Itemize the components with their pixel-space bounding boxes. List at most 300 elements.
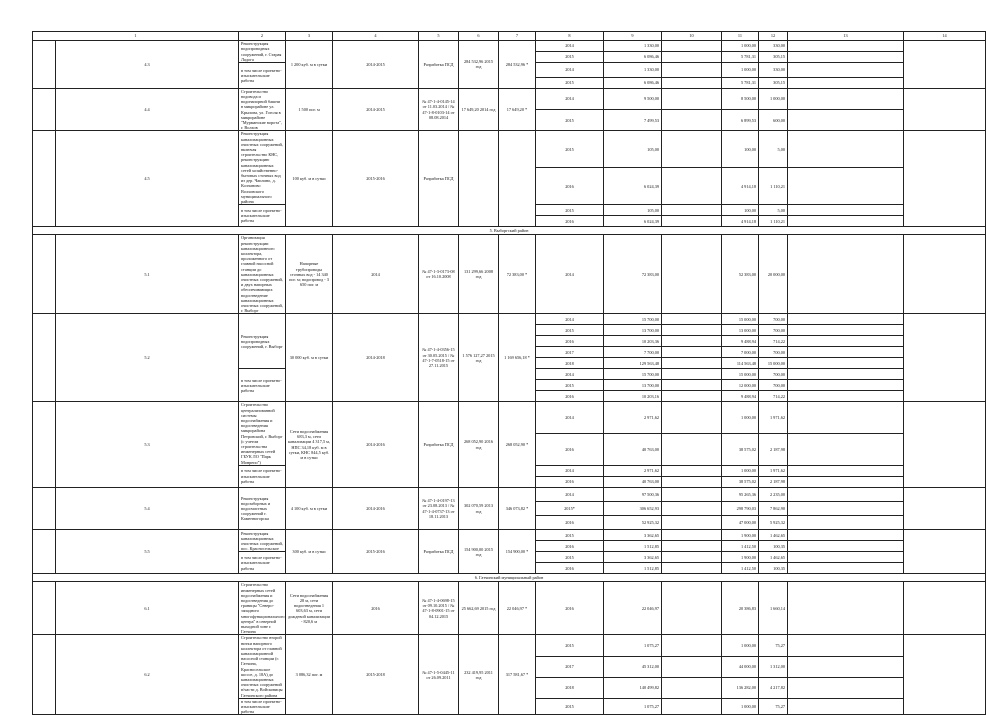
year-cell: 2015 xyxy=(536,325,604,336)
section-row xyxy=(33,227,986,235)
column-number-11: 11 xyxy=(722,32,759,41)
period-cell: 2015-2016 xyxy=(333,530,419,574)
section-title: 6. Гатчинский муниципальный район xyxy=(33,574,986,582)
amount-regional-cell: 12 000,00 xyxy=(722,380,759,391)
year-cell: 2014 xyxy=(536,63,604,78)
section-row xyxy=(33,574,986,582)
amount-federal-cell xyxy=(662,635,722,656)
item-number: 5.1 xyxy=(56,235,239,314)
subtotal-label: в том числе проектно-изыскательские работы xyxy=(239,552,286,574)
amount-total-cell: 2 971,62 xyxy=(604,465,662,476)
year-cell: 2015 xyxy=(536,52,604,63)
capacity-cell: 300 куб. м в сутки xyxy=(286,530,333,574)
amount-federal-cell xyxy=(662,563,722,574)
amount-regional-cell: 114 563,48 xyxy=(722,358,759,369)
amount-local-cell: 100,35 xyxy=(759,563,788,574)
total-cost-cell: 17 649,20 * xyxy=(499,88,536,131)
expertise-doc-cell: № 47-1-4-0197-13 от 23.08.2013 / № 47-1-4-0737-13 от 18.11.2013 xyxy=(419,487,459,530)
amount-regional-cell: 52 383,00 xyxy=(722,235,759,314)
column-number-4: 4 xyxy=(333,32,419,41)
column-number-10: 10 xyxy=(662,32,722,41)
amount-other-cell xyxy=(788,487,904,501)
amount-federal-cell xyxy=(662,380,722,391)
amount-other-cell xyxy=(788,131,904,168)
amount-local-cell: 700,00 xyxy=(759,380,788,391)
amount-total-cell: 1 330,00 xyxy=(604,63,662,78)
spare-cell xyxy=(904,635,986,715)
amount-local-cell: 1 462,65 xyxy=(759,552,788,563)
period-cell: 2014 xyxy=(333,235,419,314)
column-number-1: 1 xyxy=(33,32,239,41)
amount-federal-cell xyxy=(662,434,722,466)
expertise-doc-cell: № 47-1-4-0356-15 от 30.05.2015 / № 47-1-7-0518-15 от 27.11.2015 xyxy=(419,314,459,402)
amount-federal-cell xyxy=(662,582,722,635)
amount-regional-cell: 8 500,00 xyxy=(722,88,759,109)
amount-regional-cell: 1 000,00 xyxy=(722,41,759,52)
column-number-row xyxy=(33,32,986,41)
amount-other-cell xyxy=(788,52,904,63)
amount-other-cell xyxy=(788,434,904,466)
amount-total-cell: 13 700,00 xyxy=(604,380,662,391)
amount-total-cell: 72 383,00 xyxy=(604,235,662,314)
year-cell: 2015 xyxy=(536,77,604,88)
amount-regional-cell: 1 000,00 xyxy=(722,465,759,476)
amount-local-cell: 1 000,00 xyxy=(759,88,788,109)
amount-other-cell xyxy=(788,358,904,369)
period-cell: 2016 xyxy=(333,582,419,635)
amount-total-cell: 1 330,00 xyxy=(604,41,662,52)
amount-federal-cell xyxy=(662,476,722,487)
expertise-doc-cell: № 47-1-5-0445-11 от 26.09.2011 xyxy=(419,635,459,715)
amount-federal-cell xyxy=(662,698,722,715)
year-cell: 2018 xyxy=(536,677,604,698)
amount-other-cell xyxy=(788,63,904,78)
subtotal-label: в том числе проектно-изыскательские работы xyxy=(239,205,286,227)
amount-federal-cell xyxy=(662,325,722,336)
total-cost-cell: 346 073,82 * xyxy=(499,487,536,530)
year-cell: 2016 xyxy=(536,336,604,347)
year-cell: 2015* xyxy=(536,501,604,515)
spare-cell xyxy=(904,41,986,89)
amount-other-cell xyxy=(788,516,904,530)
amount-total-cell: 105,00 xyxy=(604,205,662,216)
amount-local-cell: 330,00 xyxy=(759,63,788,78)
amount-federal-cell xyxy=(662,369,722,380)
amount-other-cell xyxy=(788,336,904,347)
amount-federal-cell xyxy=(662,216,722,227)
year-cell: 2015 xyxy=(536,635,604,656)
amount-regional-cell: 1 000,00 xyxy=(722,63,759,78)
total-cost-cell: 284 532,96 * xyxy=(499,41,536,89)
amount-federal-cell xyxy=(662,552,722,563)
estimate-cell: 154 900,00 2015 год xyxy=(459,530,499,574)
year-cell: 2015 xyxy=(536,380,604,391)
amount-other-cell xyxy=(788,314,904,325)
amount-total-cell: 97 500,36 xyxy=(604,487,662,501)
year-cell: 2014 xyxy=(536,41,604,52)
total-cost-cell: 1 169 656,18 * xyxy=(499,314,536,402)
spare-cell xyxy=(904,88,986,131)
amount-other-cell xyxy=(788,41,904,52)
total-cost-cell: 317 581,67 * xyxy=(499,635,536,715)
amount-federal-cell xyxy=(662,677,722,698)
amount-other-cell xyxy=(788,205,904,216)
capacity-cell: 1 200 куб. м в сутки xyxy=(286,41,333,89)
amount-total-cell: 15 700,00 xyxy=(604,369,662,380)
object-name: Реконструкция водозаборных и водоочистных сооружений г. Каменногорска xyxy=(239,487,286,530)
amount-local-cell: 305,15 xyxy=(759,52,788,63)
year-cell: 2014 xyxy=(536,314,604,325)
margin-cell xyxy=(33,88,56,131)
column-number-8: 8 xyxy=(536,32,604,41)
expertise-doc-cell: Разработка ПСД xyxy=(419,41,459,89)
year-cell: 2017 xyxy=(536,347,604,358)
amount-regional-cell: 44 000,00 xyxy=(722,656,759,677)
amount-federal-cell xyxy=(662,314,722,325)
amount-federal-cell xyxy=(662,501,722,515)
year-cell: 2015 xyxy=(536,530,604,541)
margin-cell xyxy=(33,582,56,635)
object-name: Реконструкция канализационных очистных сооружений, включая строительство КНС, реконструкцию канализационных сетей хозяйственно-бытовых сточных вод из дер. Чаплино, д. Колчаново Волховского муниципального района xyxy=(239,131,286,205)
amount-federal-cell xyxy=(662,402,722,434)
period-cell: 2014-2018 xyxy=(333,314,419,402)
period-cell: 2014-2016 xyxy=(333,487,419,530)
margin-cell xyxy=(33,235,56,314)
year-cell: 2015 xyxy=(536,552,604,563)
amount-local-cell: 1 312,00 xyxy=(759,656,788,677)
amount-other-cell xyxy=(788,698,904,715)
amount-regional-cell: 15 000,00 xyxy=(722,314,759,325)
estimate-cell: 268 052,90 2016 год xyxy=(459,402,499,487)
year-cell: 2016 xyxy=(536,582,604,635)
estimate-cell: 25 662,69 2015 год xyxy=(459,582,499,635)
amount-total-cell: 1 512,85 xyxy=(604,541,662,552)
column-number-7: 7 xyxy=(499,32,536,41)
amount-regional-cell: 38 575,02 xyxy=(722,476,759,487)
amount-regional-cell: 4 914,18 xyxy=(722,216,759,227)
amount-total-cell: 2 971,62 xyxy=(604,402,662,434)
table-row xyxy=(33,131,986,168)
amount-other-cell xyxy=(788,216,904,227)
amount-other-cell xyxy=(788,552,904,563)
item-number: 4.4 xyxy=(56,88,239,131)
amount-regional-cell: 298 790,03 xyxy=(722,501,759,515)
amount-total-cell: 140 499,82 xyxy=(604,677,662,698)
amount-total-cell: 6 086,46 xyxy=(604,77,662,88)
object-name: Строительство централизованной системы водоснабжения и водоотведения микрорайона Петровский, г. Выборг (с учетом строительства инженерных сетей ГБУК ЛО "Парк Монрепо") xyxy=(239,402,286,465)
amount-total-cell: 1 075,27 xyxy=(604,635,662,656)
amount-other-cell xyxy=(788,465,904,476)
amount-other-cell xyxy=(788,391,904,402)
amount-local-cell: 75,27 xyxy=(759,698,788,715)
capacity-cell: 3 086,32 пог. м xyxy=(286,635,333,715)
amount-other-cell xyxy=(788,677,904,698)
amount-other-cell xyxy=(788,77,904,88)
amount-federal-cell xyxy=(662,168,722,205)
column-number-2: 2 xyxy=(239,32,286,41)
amount-federal-cell xyxy=(662,465,722,476)
amount-local-cell: 5 925,32 xyxy=(759,516,788,530)
object-name: Реконструкция водопроводных сооружений, г. Старая Ладога xyxy=(239,41,286,63)
year-cell: 2014 xyxy=(536,465,604,476)
expertise-doc-cell: № 47-1-4-0145-14 от 11.03.2014 / № 47-1-8-0103-14 от 08.08.2014 xyxy=(419,88,459,131)
amount-total-cell: 7 499,53 xyxy=(604,110,662,131)
amount-regional-cell: 15 000,00 xyxy=(722,369,759,380)
table-row xyxy=(33,88,986,109)
amount-local-cell: 2 235,00 xyxy=(759,487,788,501)
margin-cell xyxy=(33,41,56,89)
amount-total-cell: 22 046,97 xyxy=(604,582,662,635)
amount-local-cell: 700,00 xyxy=(759,314,788,325)
subtotal-label: в том числе проектно-изыскательские работы xyxy=(239,465,286,487)
amount-other-cell xyxy=(788,369,904,380)
amount-local-cell: 5,00 xyxy=(759,205,788,216)
period-cell: 2015-2016 xyxy=(333,131,419,227)
item-number: 4.3 xyxy=(56,41,239,89)
total-cost-cell: 268 052,90 * xyxy=(499,402,536,487)
amount-federal-cell xyxy=(662,110,722,131)
spare-cell xyxy=(904,530,986,574)
amount-total-cell: 40 763,00 xyxy=(604,434,662,466)
column-number-5: 5 xyxy=(419,32,459,41)
year-cell: 2017 xyxy=(536,656,604,677)
item-number: 5.2 xyxy=(56,314,239,402)
amount-regional-cell: 6 899,53 xyxy=(722,110,759,131)
amount-local-cell: 1 660,14 xyxy=(759,582,788,635)
amount-local-cell: 15 000,00 xyxy=(759,358,788,369)
amount-regional-cell: 20 386,83 xyxy=(722,582,759,635)
estimate-cell: 1 576 127,27 2015 год xyxy=(459,314,499,402)
margin-cell xyxy=(33,314,56,402)
spare-cell xyxy=(904,582,986,635)
amount-total-cell: 105,00 xyxy=(604,131,662,168)
amount-other-cell xyxy=(788,347,904,358)
object-name: Строительство второй нитки напорного коллектора от главной канализационной насосной станции (г. Гатчина, Красносельское шоссе, д. 18А) до канализационных очистных сооружений в/части д. Войсковицы Гатчинского района xyxy=(239,635,286,698)
amount-federal-cell xyxy=(662,235,722,314)
year-cell: 2016 xyxy=(536,391,604,402)
amount-total-cell: 10 203,16 xyxy=(604,391,662,402)
amount-regional-cell: 5 781,31 xyxy=(722,77,759,88)
amount-regional-cell: 1 000,00 xyxy=(722,635,759,656)
object-name: Строительство инженерных сетей водоснабжения и водоотведения до границы "Северо-западного многофункционального центра" в северной выходной зоне г. Гатчина xyxy=(239,582,286,635)
amount-regional-cell: 100,00 xyxy=(722,205,759,216)
estimate-cell xyxy=(459,131,499,227)
amount-other-cell xyxy=(788,476,904,487)
expertise-doc-cell: № 47-1-3-0173-08 от 16.10.2008 xyxy=(419,235,459,314)
table-row xyxy=(33,582,986,635)
amount-total-cell: 129 563,48 xyxy=(604,358,662,369)
year-cell: 2015 xyxy=(536,698,604,715)
margin-cell xyxy=(33,402,56,487)
amount-regional-cell: 5 781,31 xyxy=(722,52,759,63)
amount-other-cell xyxy=(788,380,904,391)
amount-other-cell xyxy=(788,88,904,109)
amount-regional-cell: 1 900,00 xyxy=(722,552,759,563)
amount-federal-cell xyxy=(662,347,722,358)
period-cell: 2015-2018 xyxy=(333,635,419,715)
investment-program-table xyxy=(32,31,986,715)
period-cell: 2014-2016 xyxy=(333,402,419,487)
spare-cell xyxy=(904,235,986,314)
item-number: 6.2 xyxy=(56,635,239,715)
amount-federal-cell xyxy=(662,391,722,402)
table-row xyxy=(33,530,986,541)
estimate-cell: 131 299,66 2008 год xyxy=(459,235,499,314)
year-cell: 2016 xyxy=(536,516,604,530)
table-row xyxy=(33,41,986,52)
margin-cell xyxy=(33,635,56,715)
amount-local-cell: 1 462,65 xyxy=(759,530,788,541)
year-cell: 2014 xyxy=(536,402,604,434)
column-number-14: 14 xyxy=(904,32,986,41)
amount-local-cell: 20 000,00 xyxy=(759,235,788,314)
margin-cell xyxy=(33,530,56,574)
amount-local-cell: 2 187,98 xyxy=(759,434,788,466)
amount-federal-cell xyxy=(662,487,722,501)
amount-regional-cell: 100,00 xyxy=(722,131,759,168)
table-row xyxy=(33,235,986,314)
spare-cell xyxy=(904,487,986,530)
year-cell: 2016 xyxy=(536,541,604,552)
amount-federal-cell xyxy=(662,205,722,216)
capacity-cell: 100 куб. м в сутки xyxy=(286,131,333,227)
amount-total-cell: 10 203,36 xyxy=(604,336,662,347)
amount-local-cell: 330,00 xyxy=(759,41,788,52)
amount-other-cell xyxy=(788,656,904,677)
amount-total-cell: 40 763,00 xyxy=(604,476,662,487)
total-cost-cell: 22 046,97 * xyxy=(499,582,536,635)
amount-other-cell xyxy=(788,635,904,656)
object-name: Реконструкция водопроводных сооружений, г. Выборг xyxy=(239,314,286,369)
amount-regional-cell: 1 412,50 xyxy=(722,541,759,552)
year-cell: 2016 xyxy=(536,563,604,574)
amount-local-cell: 714,22 xyxy=(759,391,788,402)
year-cell: 2015 xyxy=(536,110,604,131)
capacity-cell: Сети водоснабжения 683,3 м, сети канализации 4 317,5 м, НПС 34,18 куб. м в сутки, КНС 844,5 куб. м в сутки xyxy=(286,402,333,487)
item-number: 5.4 xyxy=(56,487,239,530)
amount-regional-cell: 136 282,00 xyxy=(722,677,759,698)
spare-cell xyxy=(904,131,986,227)
capacity-cell: 4 100 куб. м в сутки xyxy=(286,487,333,530)
amount-total-cell: 1 512,85 xyxy=(604,563,662,574)
amount-local-cell: 700,00 xyxy=(759,347,788,358)
amount-federal-cell xyxy=(662,41,722,52)
amount-total-cell: 6 024,39 xyxy=(604,216,662,227)
item-number: 5.5 xyxy=(56,530,239,574)
margin-cell xyxy=(33,487,56,530)
amount-total-cell: 6 086,46 xyxy=(604,52,662,63)
estimate-cell: 284 532,96 2015 год xyxy=(459,41,499,89)
amount-federal-cell xyxy=(662,77,722,88)
object-name: Реконструкция канализационных очистных сооружений, пос. Красносельское xyxy=(239,530,286,552)
amount-local-cell: 75,27 xyxy=(759,635,788,656)
amount-local-cell: 700,00 xyxy=(759,369,788,380)
amount-regional-cell: 7 000,00 xyxy=(722,347,759,358)
amount-federal-cell xyxy=(662,63,722,78)
amount-total-cell: 1 075,27 xyxy=(604,698,662,715)
spare-cell xyxy=(904,314,986,402)
period-cell: 2014-2015 xyxy=(333,41,419,89)
amount-regional-cell: 13 000,00 xyxy=(722,325,759,336)
amount-local-cell: 4 217,82 xyxy=(759,677,788,698)
total-cost-cell xyxy=(499,131,536,227)
amount-federal-cell xyxy=(662,52,722,63)
amount-federal-cell xyxy=(662,336,722,347)
column-number-3: 3 xyxy=(286,32,333,41)
amount-local-cell: 1 971,62 xyxy=(759,402,788,434)
amount-regional-cell: 47 000,00 xyxy=(722,516,759,530)
estimate-cell: 17 649,20 2014 год xyxy=(459,88,499,131)
section-title: 5. Выборгский район xyxy=(33,227,986,235)
amount-federal-cell xyxy=(662,88,722,109)
amount-local-cell: 5,00 xyxy=(759,131,788,168)
year-cell: 2014 xyxy=(536,369,604,380)
amount-total-cell: 15 700,00 xyxy=(604,314,662,325)
amount-total-cell: 3 362,65 xyxy=(604,530,662,541)
amount-other-cell xyxy=(788,530,904,541)
amount-other-cell xyxy=(788,541,904,552)
amount-local-cell: 1 971,62 xyxy=(759,465,788,476)
year-cell: 2016 xyxy=(536,216,604,227)
item-number: 4.5 xyxy=(56,131,239,227)
year-cell: 2016 xyxy=(536,476,604,487)
year-cell: 2015 xyxy=(536,205,604,216)
estimate-cell: 232 419,95 2011 год xyxy=(459,635,499,715)
expertise-doc-cell: № 47-1-4-0698-15 от 09.10.2015 / № 47-1-8-0901-15 от 04.12.2015 xyxy=(419,582,459,635)
scanned-table-page xyxy=(32,31,947,715)
amount-regional-cell: 95 265,36 xyxy=(722,487,759,501)
estimate-cell: 302 070,59 2013 год xyxy=(459,487,499,530)
amount-regional-cell: 9 488,94 xyxy=(722,336,759,347)
margin-cell xyxy=(33,131,56,227)
amount-regional-cell: 1 000,00 xyxy=(722,402,759,434)
amount-regional-cell: 9 488,94 xyxy=(722,391,759,402)
subtotal-label: в том числе проектно-изыскательские работы xyxy=(239,369,286,402)
amount-local-cell: 714,22 xyxy=(759,336,788,347)
table-row xyxy=(33,402,986,434)
amount-local-cell: 100,35 xyxy=(759,541,788,552)
expertise-doc-cell: Разработка ПСД xyxy=(419,402,459,487)
object-name: Строительство водовода и водонапорной башни в микрорайоне ул. Крылова, ул. Гоголя в микрорайоне "Мурманские ворота", г. Волхов xyxy=(239,88,286,131)
capacity-cell: Сети водоснабжения 28 м, сети водоотведения 1 603,63 м, сети дождевой канализации - 820,6 м xyxy=(286,582,333,635)
amount-local-cell: 2 187,98 xyxy=(759,476,788,487)
amount-total-cell: 13 700,00 xyxy=(604,325,662,336)
column-number-13: 13 xyxy=(788,32,904,41)
amount-federal-cell xyxy=(662,541,722,552)
period-cell: 2014-2015 xyxy=(333,88,419,131)
amount-other-cell xyxy=(788,563,904,574)
year-cell: 2014 xyxy=(536,235,604,314)
amount-regional-cell: 1 412,50 xyxy=(722,563,759,574)
amount-total-cell: 3 362,65 xyxy=(604,552,662,563)
total-cost-cell: 72 383,00 * xyxy=(499,235,536,314)
amount-total-cell: 45 312,00 xyxy=(604,656,662,677)
column-number-6: 6 xyxy=(459,32,499,41)
column-number-9: 9 xyxy=(604,32,662,41)
year-cell: 2018 xyxy=(536,358,604,369)
amount-local-cell: 7 862,90 xyxy=(759,501,788,515)
table-row xyxy=(33,487,986,501)
amount-local-cell: 305,15 xyxy=(759,77,788,88)
subtotal-label: в том числе проектно-изыскательские работы xyxy=(239,698,286,715)
amount-regional-cell: 4 914,18 xyxy=(722,168,759,205)
table-row xyxy=(33,314,986,325)
capacity-cell: 30 000 куб. м в сутки xyxy=(286,314,333,402)
amount-local-cell: 1 110,21 xyxy=(759,216,788,227)
total-cost-cell: 154 900,00 * xyxy=(499,530,536,574)
column-number-12: 12 xyxy=(759,32,788,41)
capacity-cell: 1 500 пог. м xyxy=(286,88,333,131)
